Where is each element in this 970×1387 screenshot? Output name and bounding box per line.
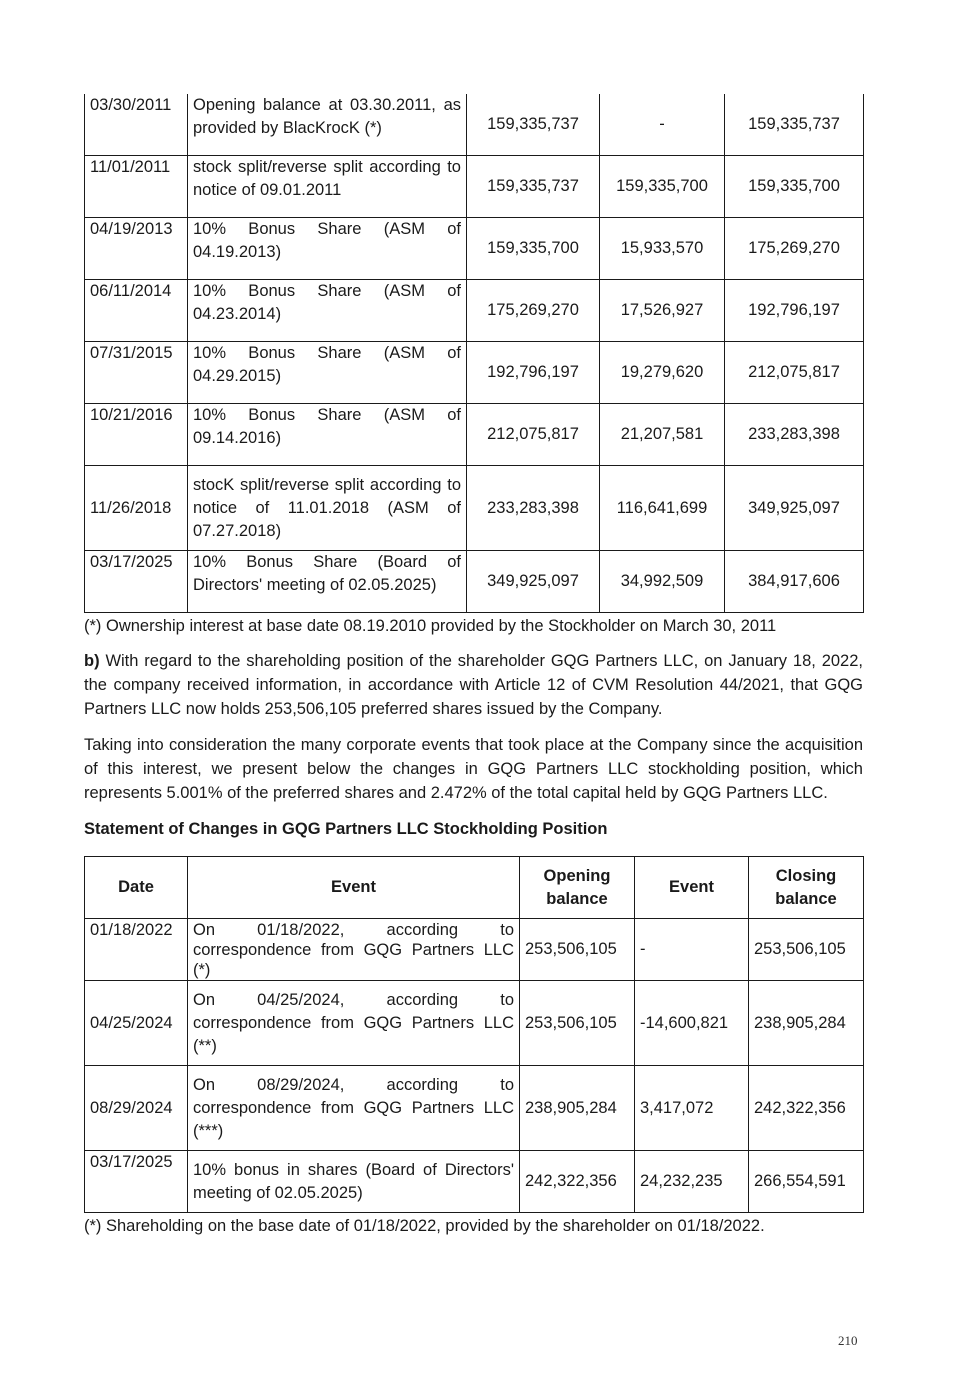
header-opening-balance: Opening balance bbox=[520, 857, 635, 919]
document-page bbox=[84, 94, 863, 1237]
row-change: 159,335,700 bbox=[600, 156, 725, 218]
paragraph-label: b) bbox=[84, 652, 100, 670]
header-date: Date bbox=[85, 857, 188, 919]
table-row bbox=[85, 551, 864, 613]
row-closing: 384,917,606 bbox=[725, 551, 864, 613]
paragraph-text: With regard to the shareholding position of the shareholder GQG Partners LLC, on January 18, 2022, the company received information, in accordance with Article 12 of CVM Resolution 44/2021, that GQG Partners LLC now holds 253,506,105 preferred shares issued by the Company. bbox=[84, 652, 863, 718]
row-change: 19,279,620 bbox=[600, 342, 725, 404]
row-change: 21,207,581 bbox=[600, 404, 725, 466]
row-opening: 349,925,097 bbox=[467, 551, 600, 613]
row-closing: 253,506,105 bbox=[749, 919, 864, 981]
row-date: 06/11/2014 bbox=[85, 280, 188, 342]
header-event: Event bbox=[188, 857, 520, 919]
table-row bbox=[85, 342, 864, 404]
header-event-change: Event bbox=[635, 857, 749, 919]
row-date: 11/01/2011 bbox=[85, 156, 188, 218]
table-row bbox=[85, 404, 864, 466]
row-opening: 159,335,700 bbox=[467, 218, 600, 280]
row-closing: 175,269,270 bbox=[725, 218, 864, 280]
paragraph-b bbox=[84, 649, 863, 721]
header-closing-balance: Closing balance bbox=[749, 857, 864, 919]
table-row bbox=[85, 1151, 864, 1213]
row-date: 04/19/2013 bbox=[85, 218, 188, 280]
row-closing: 242,322,356 bbox=[749, 1066, 864, 1151]
row-event: 10% Bonus Share (ASM of 04.19.2013) bbox=[188, 218, 467, 280]
row-event: 10% Bonus Share (Board of Directors' meeting of 02.05.2025) bbox=[188, 551, 467, 613]
row-opening: 238,905,284 bbox=[520, 1066, 635, 1151]
row-opening: 233,283,398 bbox=[467, 466, 600, 551]
row-opening: 159,335,737 bbox=[467, 156, 600, 218]
table-header-row bbox=[85, 857, 864, 919]
row-opening: 253,506,105 bbox=[520, 919, 635, 981]
row-event: On 04/25/2024, according to correspondence from GQG Partners LLC (**) bbox=[188, 981, 520, 1066]
statement-footnote: (*) Shareholding on the base date of 01/18/2022, provided by the shareholder on 01/18/2022. bbox=[84, 1217, 765, 1235]
row-date: 03/17/2025 bbox=[85, 1151, 188, 1213]
row-change: 17,526,927 bbox=[600, 280, 725, 342]
row-closing: 192,796,197 bbox=[725, 280, 864, 342]
row-event: 10% Bonus Share (ASM of 04.29.2015) bbox=[188, 342, 467, 404]
statement-title: Statement of Changes in GQG Partners LLC Stockholding Position bbox=[84, 820, 608, 838]
paragraph-corporate-events: Taking into consideration the many corporate events that took place at the Company since the acquisition of this interest, we present below the changes in GQG Partners LLC stockholding position, which represents 5.001% of the preferred shares and 2.472% of the total capital held by GQG Partners LLC. bbox=[84, 736, 863, 802]
row-event: Opening balance at 03.30.2011, as provided by BlacKrocK (*) bbox=[188, 94, 467, 156]
row-date: 01/18/2022 bbox=[85, 919, 188, 981]
row-date: 04/25/2024 bbox=[85, 981, 188, 1066]
table-row bbox=[85, 919, 864, 981]
row-change: 34,992,509 bbox=[600, 551, 725, 613]
row-closing: 266,554,591 bbox=[749, 1151, 864, 1213]
row-opening: 175,269,270 bbox=[467, 280, 600, 342]
table-row bbox=[85, 280, 864, 342]
gqg-changes-table bbox=[84, 856, 864, 1213]
row-opening: 192,796,197 bbox=[467, 342, 600, 404]
row-event: On 08/29/2024, according to correspondence from GQG Partners LLC (***) bbox=[188, 1066, 520, 1151]
row-date: 08/29/2024 bbox=[85, 1066, 188, 1151]
row-change: 116,641,699 bbox=[600, 466, 725, 551]
row-closing: 238,905,284 bbox=[749, 981, 864, 1066]
row-opening: 159,335,737 bbox=[467, 94, 600, 156]
row-event: 10% Bonus Share (ASM of 04.23.2014) bbox=[188, 280, 467, 342]
row-closing: 233,283,398 bbox=[725, 404, 864, 466]
row-event: On 01/18/2022, according to correspondence from GQG Partners LLC (*) bbox=[188, 919, 520, 981]
table-footnote: (*) Ownership interest at base date 08.19.2010 provided by the Stockholder on March 30, 2011 bbox=[84, 617, 777, 635]
table-row bbox=[85, 156, 864, 218]
row-change: - bbox=[635, 919, 749, 981]
page-number: 210 bbox=[838, 1333, 858, 1348]
row-event: 10% bonus in shares (Board of Directors' meeting of 02.05.2025) bbox=[188, 1151, 520, 1213]
row-event: stocK split/reverse split according to notice of 11.01.2018 (ASM of 07.27.2018) bbox=[188, 466, 467, 551]
row-event: 10% Bonus Share (ASM of 09.14.2016) bbox=[188, 404, 467, 466]
row-date: 10/21/2016 bbox=[85, 404, 188, 466]
blackrock-changes-table bbox=[84, 94, 864, 613]
row-closing: 349,925,097 bbox=[725, 466, 864, 551]
row-opening: 212,075,817 bbox=[467, 404, 600, 466]
row-change: - bbox=[600, 94, 725, 156]
row-closing: 159,335,700 bbox=[725, 156, 864, 218]
table-row bbox=[85, 94, 864, 156]
row-change: 24,232,235 bbox=[635, 1151, 749, 1213]
row-opening: 242,322,356 bbox=[520, 1151, 635, 1213]
row-event: stock split/reverse split according to notice of 09.01.2011 bbox=[188, 156, 467, 218]
row-change: -14,600,821 bbox=[635, 981, 749, 1066]
row-opening: 253,506,105 bbox=[520, 981, 635, 1066]
row-closing: 212,075,817 bbox=[725, 342, 864, 404]
row-date: 11/26/2018 bbox=[85, 466, 188, 551]
row-date: 07/31/2015 bbox=[85, 342, 188, 404]
row-change: 15,933,570 bbox=[600, 218, 725, 280]
table-row bbox=[85, 981, 864, 1066]
table-row bbox=[85, 466, 864, 551]
row-closing: 159,335,737 bbox=[725, 94, 864, 156]
row-date: 03/30/2011 bbox=[85, 94, 188, 156]
table-row bbox=[85, 1066, 864, 1151]
row-date: 03/17/2025 bbox=[85, 551, 188, 613]
row-change: 3,417,072 bbox=[635, 1066, 749, 1151]
table-row bbox=[85, 218, 864, 280]
